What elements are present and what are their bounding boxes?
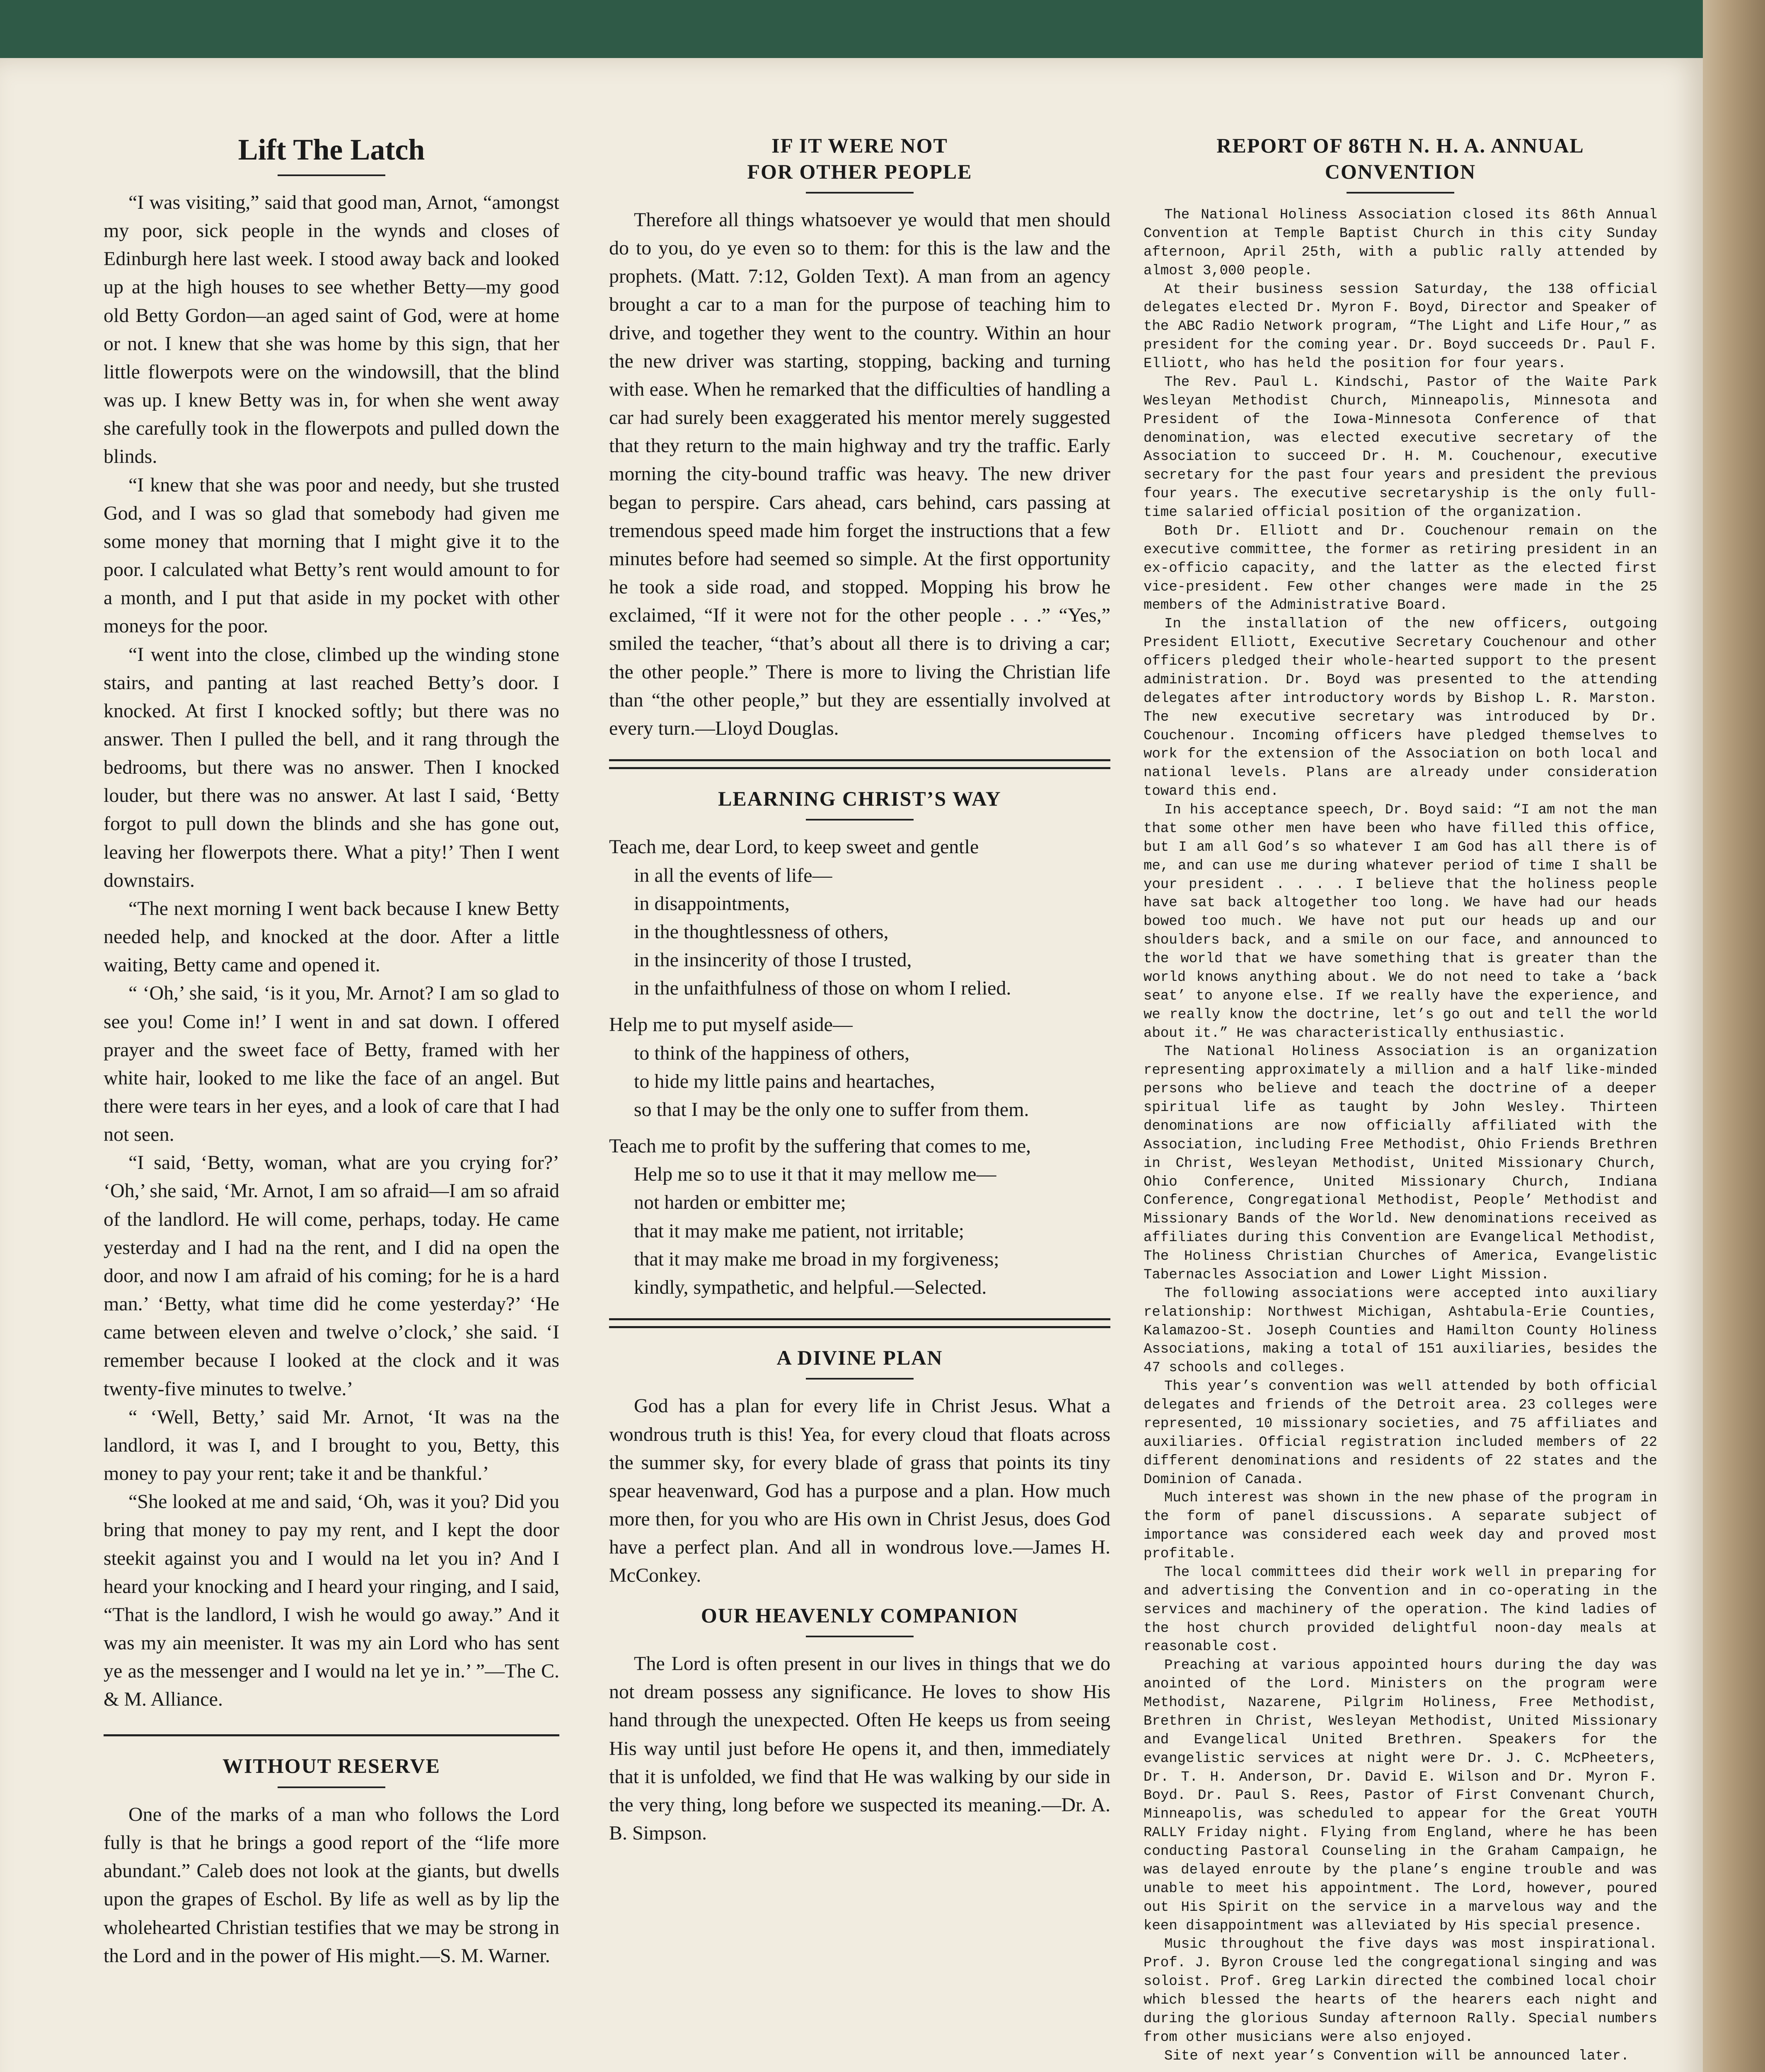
magazine-page — [0, 58, 1703, 2072]
poem-line: in disappointments, — [634, 892, 790, 915]
paragraph: In his acceptance speech, Dr. Boyd said: “I am not the man that some other men have been who have filled this office, but I am all God’s so whatever I am God has all there is of me, and can use me during whatever period of time I shall be your president . . . . I believe that the holiness people have sat back altogether too long. We have had our heads bowed too much. We have not put our heads up and our shoulders back, and a smile on our face, and announced to the world that we have something that is greater than the world knows anything about. We do not need to take a ‘back seat’ to anyone else. If we really have the experience, and we really know the doctrine, let’s go out and tell the world about it.” He was characteristically enthusiastic. — [1144, 802, 1657, 1041]
paragraph: Both Dr. Elliott and Dr. Couchenour remain on the executive committee, the former as retiring president in an ex-officio capacity, and the latter as the elected first vice-president. Few other changes were made in the 25 members of the Administrative Board. — [1144, 523, 1657, 614]
poem-learning-christs-way — [609, 833, 1110, 1302]
poem-line: that it may make me broad in my forgiveness; — [634, 1248, 999, 1270]
book-page-edges — [1703, 0, 1765, 2072]
article-title-lift-the-latch: Lift The Latch — [238, 133, 425, 166]
poem-line: that it may make me patient, not irritable; — [634, 1220, 965, 1242]
article-title-without-reserve: WITHOUT RESERVE — [222, 1754, 441, 1778]
section-divider — [104, 1734, 559, 1736]
poem-line: in all the events of life— — [634, 864, 832, 886]
paragraph: “I said, ‘Betty, woman, what are you crying for?’ ‘Oh,’ she said, ‘Mr. Arnot, I am so afraid—I am so afraid of the landlord. He will come, perhaps, today. He came yesterday and I had na the rent, and I did na open the door, and now I am afraid of his coming; for he is a hard man.’ ‘Betty, what time did he come yesterday?’ ‘He came between eleven and twelve o’clock,’ she said. ‘I remember because I looked at the clock and it was twenty-five minutes to twelve.’ — [104, 1152, 559, 1400]
poem-line: in the thoughtlessness of others, — [634, 920, 889, 943]
paragraph: “I went into the close, climbed up the winding stone stairs, and panting at last reached Betty’s door. I knocked. At first I knocked softly; but there was no answer. Then I pulled the bell, and it rang through the bedrooms, but there was no answer. Then I knocked louder, but there was no answer. At last I said, ‘Betty forgot to pull down the blinds and she has gone out, leaving her flowerpots there. What a pity!’ Then I went downstairs. — [104, 643, 559, 891]
poem-line: so that I may be the only one to suffer from them. — [634, 1098, 1029, 1121]
paragraph: Site of next year’s Convention will be announced later. — [1164, 2048, 1630, 2064]
paragraph: This year’s convention was well attended by both official delegates and friends of the Detroit area. 23 colleges were represented, 10 missionary societies, and 75 affiliates and auxiliaries. Official registration included members of 22 different denominations and residents of 22 states and the Dominion of Canada. — [1144, 1379, 1657, 1488]
paragraph: In the installation of the new officers, outgoing President Elliott, Executive Secretary Couchenour and other officers pledged their whole-hearted support to the present administration. Dr. Boyd was presented to the attending delegates after introductory words by Bishop L. R. Marston. The new executive secretary was introduced by Dr. Couchenour. Incoming officers have pledged themselves to work for the extension of the Association on both local and national levels. Plans are already under consideration toward this end. — [1144, 616, 1657, 800]
column-middle — [609, 133, 1110, 1847]
article-title-nha-convention — [1144, 133, 1657, 184]
poem-line: to think of the happiness of others, — [634, 1042, 910, 1064]
paragraph: One of the marks of a man who follows the Lord fully is that he brings a good report of the “life more abundant.” Caleb does not look at the giants, but dwells upon the grapes of Eschol. By life as well as by lip the wholehearted Christian testifies that we may be strong in the Lord and in the power of His might.—S. M. Warner. — [104, 1803, 559, 1967]
book-cover-edge — [0, 0, 1765, 62]
title-line-2: FOR OTHER PEOPLE — [747, 160, 972, 183]
paragraph: Music throughout the five days was most inspirational. Prof. J. Byron Crouse led the congregational singing and was soloist. Prof. Greg Larkin directed the combined local choir which blessed the hearts of the hearers each night and during the glorious Sunday afternoon Rally. Special numbers from other musicians were also enjoyed. — [1144, 1936, 1657, 2045]
article-title-divine-plan: A DIVINE PLAN — [776, 1346, 943, 1369]
article-body-divine-plan — [609, 1392, 1110, 1590]
article-body-nha-convention — [1144, 206, 1657, 2066]
title-line-1: REPORT OF 86TH N. H. A. ANNUAL — [1216, 134, 1584, 157]
title-line-2: CONVENTION — [1325, 160, 1476, 183]
article-body-lift-the-latch — [104, 189, 559, 1714]
section-divider — [609, 1318, 1110, 1328]
poem-line: Help me so to use it that it may mellow me— — [634, 1163, 996, 1186]
paragraph: The Rev. Paul L. Kindschi, Pastor of the Waite Park Wesleyan Methodist Church, Minneapolis, Minnesota and President of the Iowa-Minnesota Conference of that denomination, was elected executive secretary of the Association to succeed Dr. H. M. Couchenour, executive secretary for the past four years and president the previous four years. The executive secretaryship is the only full-time salaried official position of the organization. — [1144, 374, 1657, 520]
title-rule — [806, 1378, 914, 1380]
article-body-heavenly-companion — [609, 1650, 1110, 1847]
article-title-other-people — [609, 133, 1110, 184]
paragraph: God has a plan for every life in Christ Jesus. What a wondrous truth is this! Yea, for every cloud that floats across the summer sky, for every blade of grass that points its tiny spear heavenward, God has a purpose and a plan. How much more then, for you who are His own in Christ Jesus, does God have a perfect plan. And all in wondrous love.—James H. McConkey. — [609, 1395, 1110, 1587]
poem-line: in the unfaithfulness of those on whom I relied. — [634, 977, 1011, 1000]
paragraph: Much interest was shown in the new phase of the program in the form of panel discussions. A separate subject of importance was considered each week day and proved most profitable. — [1144, 1490, 1657, 1562]
paragraph: The National Holiness Association is an organization representing approximately a million and a half like-minded persons who believe and teach the doctrine of a deeper spiritual life as taught by John Wesley. Thirteen denominations are now officially affiliated with the Association, including Free Methodist, Ohio Friends Brethren in Christ, Wesleyan Methodist, United Missionary Church, Ohio Conference, United Missionary Church, Indiana Conference, Congregational Methodist, People’ Methodist and Missionary Bands of the World. New denominations received as affiliates during this Convention are Evangelical Methodist, The Holiness Christian Churches of America, Evangelistic Tabernacles Association and Lower Light Mission. — [1144, 1044, 1657, 1283]
title-line-1: IF IT WERE NOT — [771, 134, 948, 157]
poem-line: kindly, sympathetic, and helpful.—Selected. — [634, 1276, 987, 1298]
paragraph: The Lord is often present in our lives in things that we do not dream possess any significance. He loves to show His hand through the unexpected. Often He keeps us from seeing His way until just before He opens it, and then, immediately that it is unfolded, we find that He was walking by our side in the very thing, long before we suspected its meaning.—Dr. A. B. Simpson. — [609, 1653, 1110, 1844]
poem-line: Teach me to profit by the suffering that comes to me, — [609, 1135, 1031, 1157]
paragraph: The National Holiness Association closed its 86th Annual Convention at Temple Baptist Church in this city Sunday afternoon, April 25th, with a public rally attended by almost 3,000 people. — [1144, 207, 1657, 279]
title-rule — [278, 174, 385, 176]
paragraph: The following associations were accepted into auxiliary relationship: Northwest Michigan, Ashtabula-Erie Counties, Kalamazoo-St. Joseph Counties and Hamilton County Holiness Associations, making a total of 151 auxiliaries, besides the 47 schools and colleges. — [1144, 1285, 1657, 1376]
poem-line: Teach me, dear Lord, to keep sweet and gentle — [609, 836, 979, 858]
paragraph: “ ‘Well, Betty,’ said Mr. Arnot, ‘It was na the landlord, it was I, and I brought to you, Betty, this money to pay your rent; take it and be thankful.’ — [104, 1406, 559, 1485]
paragraph: Preaching at various appointed hours during the day was anointed of the Lord. Ministers on the program were Methodist, Nazarene, Pilgrim Holiness, Free Methodist, Brethren in Christ, Wesleyan Methodist, United Missionary and Evangelical United Brethren. Speakers for the evangelistic services at night were Dr. J. C. McPheeters, Dr. T. H. Anderson, Dr. David E. Wilson and Dr. Myron F. Boyd. Dr. Paul S. Rees, Pastor of First Convenant Church, Minneapolis, was scheduled to appear for the Great YOUTH RALLY Friday night. Flying from England, where he has been conducting Pastoral Counseling in the Graham Campaign, he was delayed enroute by the plane’s engine trouble and was unable to meet his appointment. The Lord, however, poured out His Spirit on the service in a marvelous way and the keen disappointment was alleviated by His special presence. — [1144, 1658, 1657, 1934]
paragraph: “I was visiting,” said that good man, Arnot, “amongst my poor, sick people in the wynds and closes of Edinburgh here last week. I stood away back and looked up at the high houses to see whether Betty—my good old Betty Gordon—an aged saint of God, were at home or not. I knew that she was home by this sign, that her little flowerpots were on the windowsill, that the blind was up. I knew Betty was in, for when she went away she carefully took in the flowerpots and pulled down the blinds. — [104, 191, 559, 468]
title-rule — [1347, 192, 1454, 194]
paragraph: “ ‘Oh,’ she said, ‘is it you, Mr. Arnot? I am so glad to see you! Come in!’ I went in and sat down. I offered prayer and the sweet face of Betty, framed with her white hair, looked to me like the face of an angel. But there were tears in her eyes, and a look of care that I had not seen. — [104, 982, 559, 1146]
title-rule — [806, 192, 914, 194]
section-divider — [609, 759, 1110, 769]
article-title-heavenly-companion: OUR HEAVENLY COMPANION — [701, 1603, 1019, 1627]
paragraph: At their business session Saturday, the 138 official delegates elected Dr. Myron F. Boyd, Director and Speaker of the ABC Radio Network program, “The Light and Life Hour,” as president for the coming year. Dr. Boyd succeeds Dr. Paul F. Elliott, who has held the position for four years. — [1144, 281, 1657, 372]
column-left — [104, 133, 559, 1970]
paragraph: The local committees did their work well in preparing for and advertising the Convention and in co-operating in the services and machinery of the operation. The kind ladies of the host church provided delightful noon-day meals at reasonable cost. — [1144, 1564, 1657, 1655]
poem-line: in the insincerity of those I trusted, — [634, 949, 912, 971]
column-right — [1144, 133, 1657, 2066]
title-rule — [278, 1786, 385, 1788]
paragraph: “The next morning I went back because I knew Betty needed help, and knocked at the door. After a little waiting, Betty came and opened it. — [104, 897, 559, 976]
poem-line: to hide my little pains and heartaches, — [634, 1070, 935, 1092]
paragraph: “She looked at me and said, ‘Oh, was it you? Did you bring that money to pay my rent, and I kept the door steekit against you and I would na let you in? And I heard your knocking and I heard your ringing, and I said, “That is the landlord, I wish he would go away.” And it was my ain meenister. It was my ain Lord who has sent ye as the messenger and I would na let ye in.’ ”—The C. & M. Alliance. — [104, 1491, 559, 1711]
article-body-other-people — [609, 206, 1110, 743]
poem-line: Help me to put myself aside— — [609, 1014, 853, 1036]
title-rule — [806, 1636, 914, 1637]
paragraph: “I knew that she was poor and needy, but she trusted God, and I was so glad that somebody had given me some money that morning that I might give it to the poor. I calculated what Betty’s rent would amount to for a month, and I put that aside in my pocket with other moneys for the poor. — [104, 474, 559, 637]
poem-line: not harden or embitter me; — [634, 1191, 846, 1214]
paragraph: Therefore all things whatsoever ye would that men should do to you, do ye even so to them: for this is the law and the prophets. (Matt. 7:12, Golden Text). A man from an agency brought a car to a man for the purpose of teaching him to drive, and together they went to the country. Within an hour the new driver was starting, stopping, backing and turning with ease. When he remarked that the difficulties of handling a car had surely been exaggerated his mentor merely suggested that they return to the main highway and try the traffic. Early morning the city-bound traffic was heavy. The new driver began to perspire. Cars ahead, cars behind, cars passing at tremendous speed made him forget the instructions that a few minutes before had seemed so simple. At the first opportunity he took a side road, and stopped. Mopping his brow he exclaimed, “If it were not for the other people . . .” “Yes,” smiled the teacher, “that’s about all there is to driving a car; the other people.” There is more to living the Christian life than “the other people,” but they are essentially involved at every turn.—Lloyd Douglas. — [609, 209, 1110, 739]
title-rule — [806, 819, 914, 821]
article-body-without-reserve — [104, 1801, 559, 1970]
article-title-learning-christs-way: LEARNING CHRIST’S WAY — [718, 787, 1001, 810]
